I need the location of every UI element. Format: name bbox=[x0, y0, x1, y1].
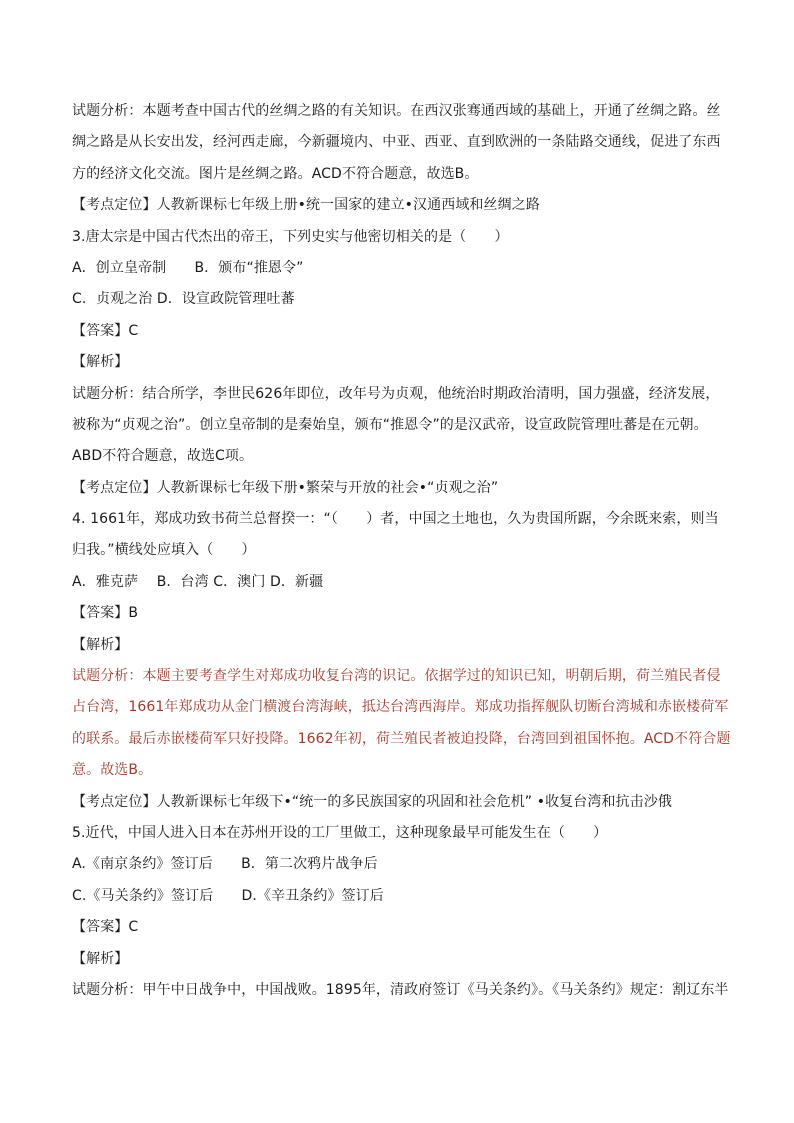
knowledge-point: 【考点定位】人教新课标七年级下•“统一的多民族国家的巩固和社会危机” •收复台湾和抗击沙俄 bbox=[72, 793, 672, 810]
knowledge-point: 【考点定位】人教新课标七年级上册•统一国家的建立•汉通西域和丝绸之路 bbox=[72, 197, 540, 214]
answer-label: 【答案】C bbox=[72, 919, 139, 936]
text-line: 试题分析：甲午中日战争中，中国战败。1895年，清政府签订《马关条约》。《马关条约》规定：割辽东半 bbox=[72, 981, 729, 998]
question-3-options-cd: C．贞观之治 D．设宣政院管理吐蕃 bbox=[72, 291, 295, 308]
analysis-label: 【解析】 bbox=[72, 354, 129, 371]
question-5-options-ab: A.《南京条约》签订后 B．第二次鸦片战争后 bbox=[72, 856, 378, 873]
text-line: 被称为“贞观之治”。创立皇帝制的是秦始皇，颁布“推恩令”的是汉武帝，设宣政院管理吐蕃是在元朝。 bbox=[72, 416, 708, 433]
answer-label: 【答案】C bbox=[72, 322, 139, 339]
text-line-red: 试题分析：本题主要考查学生对郑成功收复台湾的识记。依据学过的知识已知，明朝后期，荷兰殖民者侵 bbox=[72, 668, 721, 685]
text-line: ABD不符合题意，故选C项。 bbox=[72, 448, 254, 465]
knowledge-point: 【考点定位】人教新课标七年级下册•繁荣与开放的社会•“贞观之治” bbox=[72, 479, 499, 496]
question-4: 4. 1661年，郑成功致书荷兰总督揆一：“（ ）者，中国之土地也，久为贵国所踞，今余既来索，则当 bbox=[72, 511, 719, 528]
analysis-label: 【解析】 bbox=[72, 950, 129, 967]
question-5: 5.近代，中国人进入日本在苏州开设的工厂里做工，这种现象最早可能发生在（ ） bbox=[72, 824, 608, 841]
question-4-options: A．雅克萨 B．台湾 C．澳门 D．新疆 bbox=[72, 573, 324, 590]
analysis-label: 【解析】 bbox=[72, 636, 129, 653]
text-line: 试题分析：结合所学，李世民626年即位，改年号为贞观，他统治时期政治清明，国力强盛，经济发展， bbox=[72, 385, 720, 402]
text-line: 绸之路是从长安出发，经河西走廊，今新疆境内、中亚、西亚、直到欧洲的一条陆路交通线，促进了东西 bbox=[72, 134, 721, 151]
text-line: 方的经济文化交流。图片是丝绸之路。ACD不符合题意，故选B。 bbox=[72, 165, 479, 182]
text-line: 试题分析：本题考查中国古代的丝绸之路的有关知识。在西汉张骞通西域的基础上，开通了丝绸之路。丝 bbox=[72, 103, 721, 119]
text-line-red: 的联系。最后赤嵌楼荷军只好投降。1662年初，荷兰殖民者被迫投降，台湾回到祖国怀抱。ACD不符合题 bbox=[72, 730, 731, 747]
question-3: 3.唐太宗是中国古代杰出的帝王，下列史实与他密切相关的是（ ） bbox=[72, 228, 509, 245]
question-3-options-ab: A．创立皇帝制 B．颁布“推恩令” bbox=[72, 259, 304, 276]
document-page bbox=[72, 96, 732, 1006]
answer-label: 【答案】B bbox=[72, 605, 139, 622]
question-5-options-cd: C.《马关条约》签订后 D.《辛丑条约》签订后 bbox=[72, 887, 384, 904]
question-4-cont: 归我。”横线处应填入（ ） bbox=[72, 542, 256, 559]
text-line-red: 占台湾，1661年郑成功从金门横渡台湾海峡，抵达台湾西海岸。郑成功指挥舰队切断台湾城和赤嵌楼荷军 bbox=[72, 699, 729, 716]
text-line-red: 意。故选B。 bbox=[72, 762, 153, 779]
